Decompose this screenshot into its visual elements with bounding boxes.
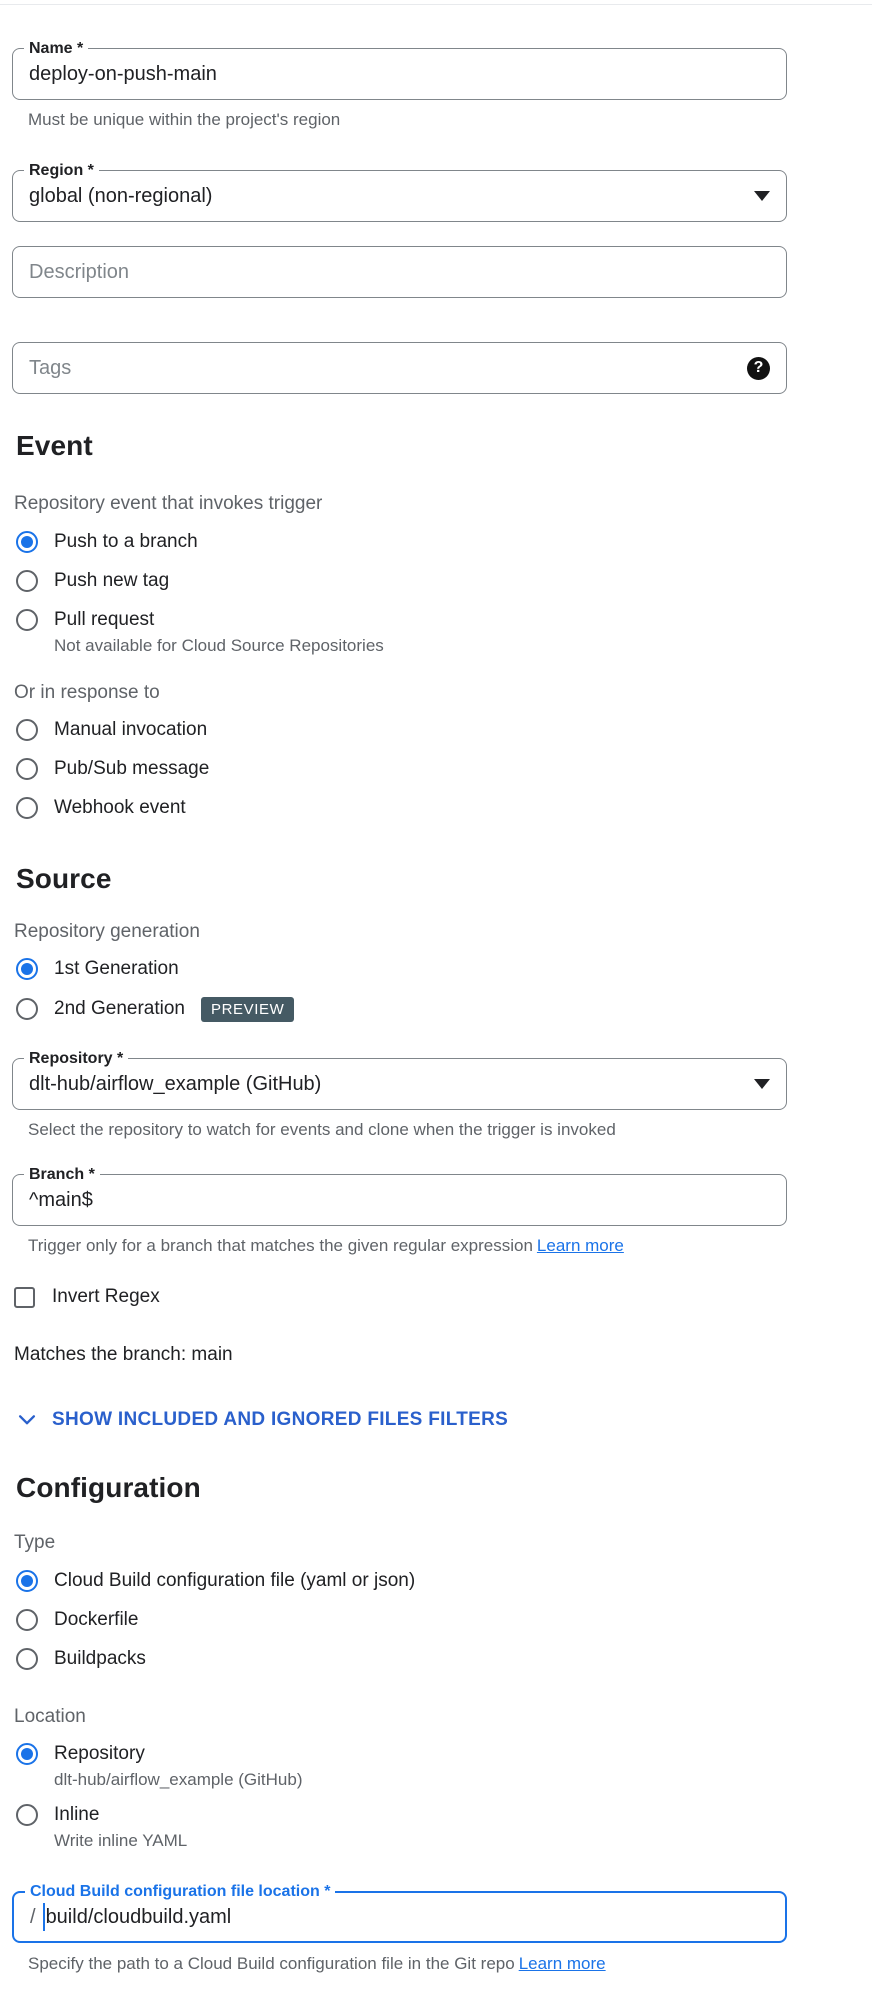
learn-more-link[interactable]: Learn more — [518, 1954, 606, 1973]
radio-label: Pull request — [54, 609, 155, 630]
name-field-value[interactable]: deploy-on-push-main — [29, 62, 217, 85]
radio-label: Dockerfile — [54, 1609, 139, 1630]
location-repository-note: dlt-hub/airflow_example (GitHub) — [54, 1770, 303, 1789]
tags-field[interactable] — [12, 342, 787, 394]
learn-more-link[interactable]: Learn more — [536, 1236, 624, 1255]
radio-2nd-generation[interactable] — [16, 996, 872, 1022]
invert-regex-checkbox-row[interactable] — [14, 1286, 872, 1308]
radio-webhook-event[interactable] — [16, 797, 872, 819]
repository-generation-label: Repository generation — [14, 921, 200, 942]
radio-selected-icon[interactable] — [16, 531, 38, 553]
radio-label: Push new tag — [54, 570, 170, 591]
radio-label: Webhook event — [54, 797, 186, 818]
radio-selected-icon[interactable] — [16, 1570, 38, 1592]
branch-helper-text — [28, 1236, 872, 1256]
top-divider — [0, 4, 872, 5]
event-group-label: Repository event that invokes trigger — [14, 493, 323, 514]
region-dropdown[interactable] — [12, 162, 787, 222]
config-file-helper-label: Specify the path to a Cloud Build configuration file in the Git repo — [28, 1954, 515, 1973]
radio-dockerfile[interactable] — [16, 1609, 872, 1631]
type-label: Type — [14, 1532, 56, 1553]
radio-label: 2nd Generation — [54, 998, 185, 1019]
radio-unselected-icon[interactable] — [16, 1804, 38, 1826]
radio-label: Manual invocation — [54, 719, 208, 740]
radio-push-new-tag[interactable] — [16, 570, 872, 592]
description-field[interactable] — [12, 246, 787, 298]
radio-unselected-icon[interactable] — [16, 758, 38, 780]
invert-regex-label: Invert Regex — [52, 1286, 160, 1307]
help-icon[interactable]: ? — [747, 357, 770, 380]
show-files-filters-label: SHOW INCLUDED AND IGNORED FILES FILTERS — [52, 1409, 509, 1430]
radio-location-repository[interactable] — [16, 1743, 872, 1765]
path-prefix: / — [30, 1905, 36, 1928]
radio-selected-icon[interactable] — [16, 1743, 38, 1765]
repository-field-value: dlt-hub/airflow_example (GitHub) — [29, 1072, 322, 1095]
config-file-location-value[interactable]: build/cloudbuild.yaml — [45, 1905, 232, 1928]
radio-location-inline[interactable] — [16, 1804, 872, 1826]
preview-badge: PREVIEW — [201, 997, 294, 1022]
name-field-label: Name * — [24, 40, 88, 58]
branch-field-label: Branch * — [24, 1166, 100, 1184]
radio-pull-request[interactable] — [16, 609, 872, 631]
radio-label: Pub/Sub message — [54, 758, 210, 779]
radio-unselected-icon[interactable] — [16, 797, 38, 819]
dropdown-arrow-icon[interactable] — [754, 191, 770, 201]
description-placeholder: Description — [29, 260, 130, 283]
show-files-filters-expander[interactable] — [16, 1408, 872, 1432]
repository-helper-text: Select the repository to watch for events and clone when the trigger is invoked — [28, 1120, 616, 1139]
radio-selected-icon[interactable] — [16, 958, 38, 980]
event-section-heading: Event — [16, 430, 93, 461]
radio-cloud-build-config-file[interactable] — [16, 1570, 872, 1592]
radio-label: Inline — [54, 1804, 100, 1825]
radio-label: Cloud Build configuration file (yaml or json) — [54, 1570, 416, 1591]
text-cursor — [43, 1903, 45, 1931]
radio-label: Buildpacks — [54, 1648, 146, 1669]
configuration-section-heading: Configuration — [16, 1472, 201, 1503]
radio-push-to-branch[interactable] — [16, 531, 872, 553]
checkbox-unchecked-icon[interactable] — [14, 1287, 35, 1308]
or-in-response-label: Or in response to — [14, 682, 160, 703]
region-field-value: global (non-regional) — [29, 184, 213, 207]
radio-label: 1st Generation — [54, 958, 179, 979]
radio-1st-generation[interactable] — [16, 958, 872, 980]
radio-manual-invocation[interactable] — [16, 719, 872, 741]
pull-request-note: Not available for Cloud Source Repositories — [54, 636, 384, 655]
config-file-location-field[interactable] — [12, 1883, 787, 1943]
tags-placeholder: Tags — [29, 356, 72, 379]
chevron-down-icon — [16, 1409, 38, 1431]
radio-label: Repository — [54, 1743, 145, 1764]
source-section-heading: Source — [16, 863, 112, 894]
branch-match-status: Matches the branch: main — [14, 1344, 233, 1365]
radio-unselected-icon[interactable] — [16, 570, 38, 592]
dropdown-arrow-icon[interactable] — [754, 1079, 770, 1089]
config-file-location-label: Cloud Build configuration file location * — [25, 1883, 335, 1901]
branch-field-value[interactable]: ^main$ — [29, 1188, 93, 1211]
radio-label: Push to a branch — [54, 531, 198, 552]
region-field-label: Region * — [24, 162, 99, 180]
repository-field-label: Repository * — [24, 1050, 128, 1068]
repository-dropdown[interactable] — [12, 1050, 787, 1110]
name-helper-text: Must be unique within the project's region — [28, 110, 341, 129]
radio-unselected-icon[interactable] — [16, 1609, 38, 1631]
radio-unselected-icon[interactable] — [16, 998, 38, 1020]
radio-pubsub-message[interactable] — [16, 758, 872, 780]
radio-unselected-icon[interactable] — [16, 719, 38, 741]
location-inline-note: Write inline YAML — [54, 1831, 188, 1850]
radio-unselected-icon[interactable] — [16, 609, 38, 631]
name-field[interactable] — [12, 40, 787, 100]
location-label: Location — [14, 1706, 86, 1727]
branch-helper-label: Trigger only for a branch that matches the given regular expression — [28, 1236, 533, 1255]
branch-field[interactable] — [12, 1166, 787, 1226]
radio-buildpacks[interactable] — [16, 1648, 872, 1670]
config-file-location-helper — [28, 1954, 872, 1974]
radio-unselected-icon[interactable] — [16, 1648, 38, 1670]
